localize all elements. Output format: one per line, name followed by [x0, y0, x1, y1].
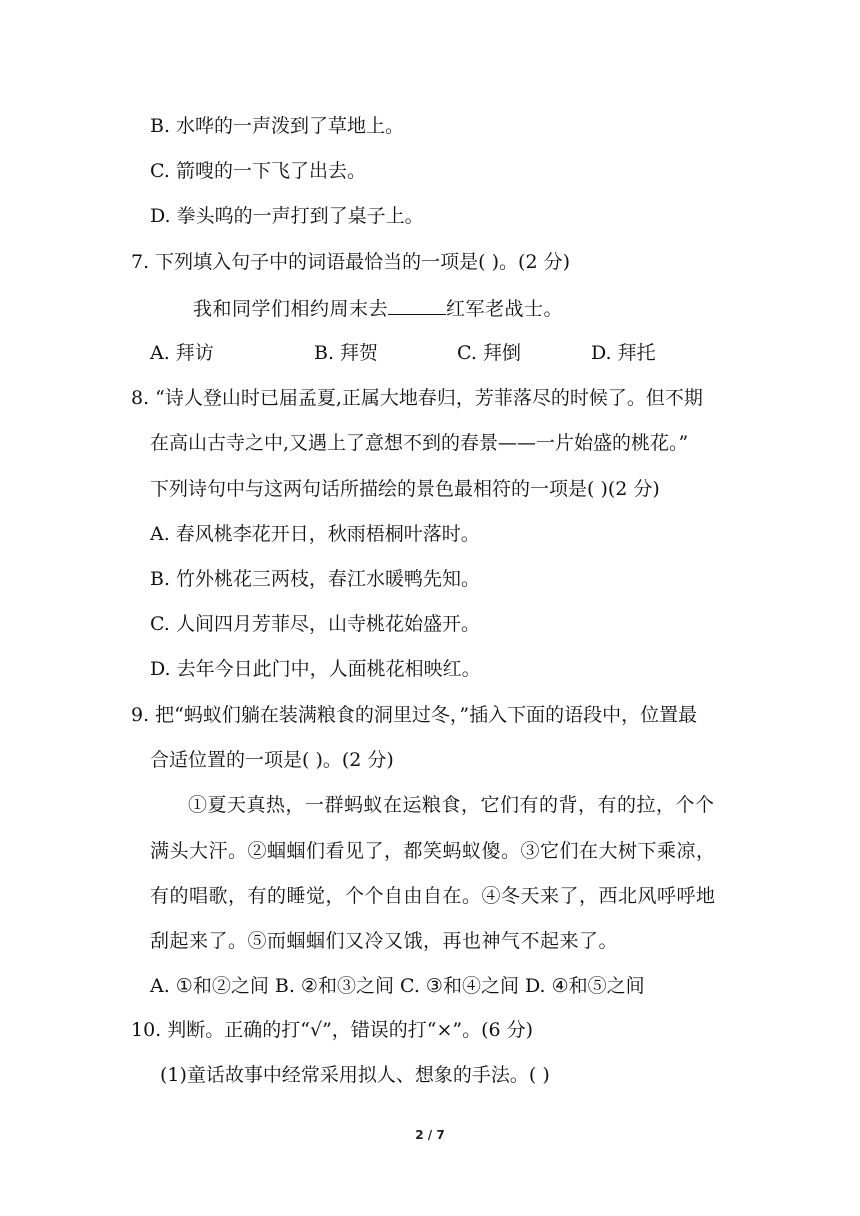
q9-options: A. ①和②之间 B. ②和③之间 C. ③和④之间 D. ④和⑤之间	[150, 975, 645, 997]
q8-option-c: C. 人间四月芳菲尽，山寺桃花始盛开。	[150, 613, 480, 635]
q7-option-d: D. 拜托	[591, 342, 656, 364]
q9-stem-line1: 9. 把“蚂蚁们躺在装满粮食的洞里过冬，”插入下面的语段中，位置最	[131, 704, 698, 726]
q9-passage-line1: ①夏天真热，一群蚂蚁在运粮食，它们有的背，有的拉，个个	[188, 794, 715, 816]
q8-option-d: D. 去年今日此门中，人面桃花相映红。	[150, 658, 481, 680]
q8-stem-line1: 8. “诗人登山时已届孟夏,正属大地春归，芳菲落尽的时候了。但不期	[131, 387, 703, 409]
q8-stem-line2: 在高山古寺之中,又遇上了意想不到的春景——一片始盛的桃花。”	[150, 432, 689, 454]
page-number: 2 / 7	[415, 1128, 445, 1142]
q7-stem: 7. 下列填入句子中的词语最恰当的一项是( )。(2 分)	[131, 251, 570, 273]
q6-option-c: C. 箭嗖的一下飞了出去。	[150, 160, 366, 182]
q8-stem-line3: 下列诗句中与这两句话所描绘的景色最相符的一项是( )(2 分)	[150, 478, 660, 500]
q10-item1: (1)童话故事中经常采用拟人、想象的手法。( )	[160, 1064, 550, 1086]
q7-option-b: B. 拜贺	[314, 342, 379, 364]
q6-option-d: D. 拳头呜的一声打到了桌子上。	[150, 205, 424, 227]
q6-option-b: B. 水哗的一声泼到了草地上。	[150, 115, 405, 137]
q8-option-a: A. 春风桃李花开日，秋雨梧桐叶落时。	[150, 523, 480, 545]
q9-passage-line2: 满头大汗。②蝈蝈们看见了，都笑蚂蚁傻。③它们在大树下乘凉，	[150, 840, 716, 862]
q8-option-b: B. 竹外桃花三两枝，春江水暖鸭先知。	[150, 568, 481, 590]
q9-passage-line3: 有的唱歌，有的睡觉，个个自由自在。④冬天来了，西北风呼呼地	[150, 885, 716, 907]
q10-stem: 10. 判断。正确的打“√”，错误的打“×”。(6 分)	[131, 1019, 534, 1041]
q7-option-a: A. 拜访	[150, 342, 214, 364]
q9-passage-line4: 刮起来了。⑤而蝈蝈们又冷又饿，再也神气不起来了。	[150, 930, 619, 952]
q9-stem-line2: 合适位置的一项是( )。(2 分)	[150, 749, 394, 771]
q7-sentence-before: 我和同学们相约周末去	[193, 298, 389, 320]
q7-sentence-after: 红军老战士。	[446, 298, 564, 320]
q7-option-c: C. 拜倒	[457, 342, 521, 364]
q7-options	[150, 341, 750, 365]
q7-blank	[388, 296, 446, 315]
q7-sentence	[193, 296, 563, 321]
